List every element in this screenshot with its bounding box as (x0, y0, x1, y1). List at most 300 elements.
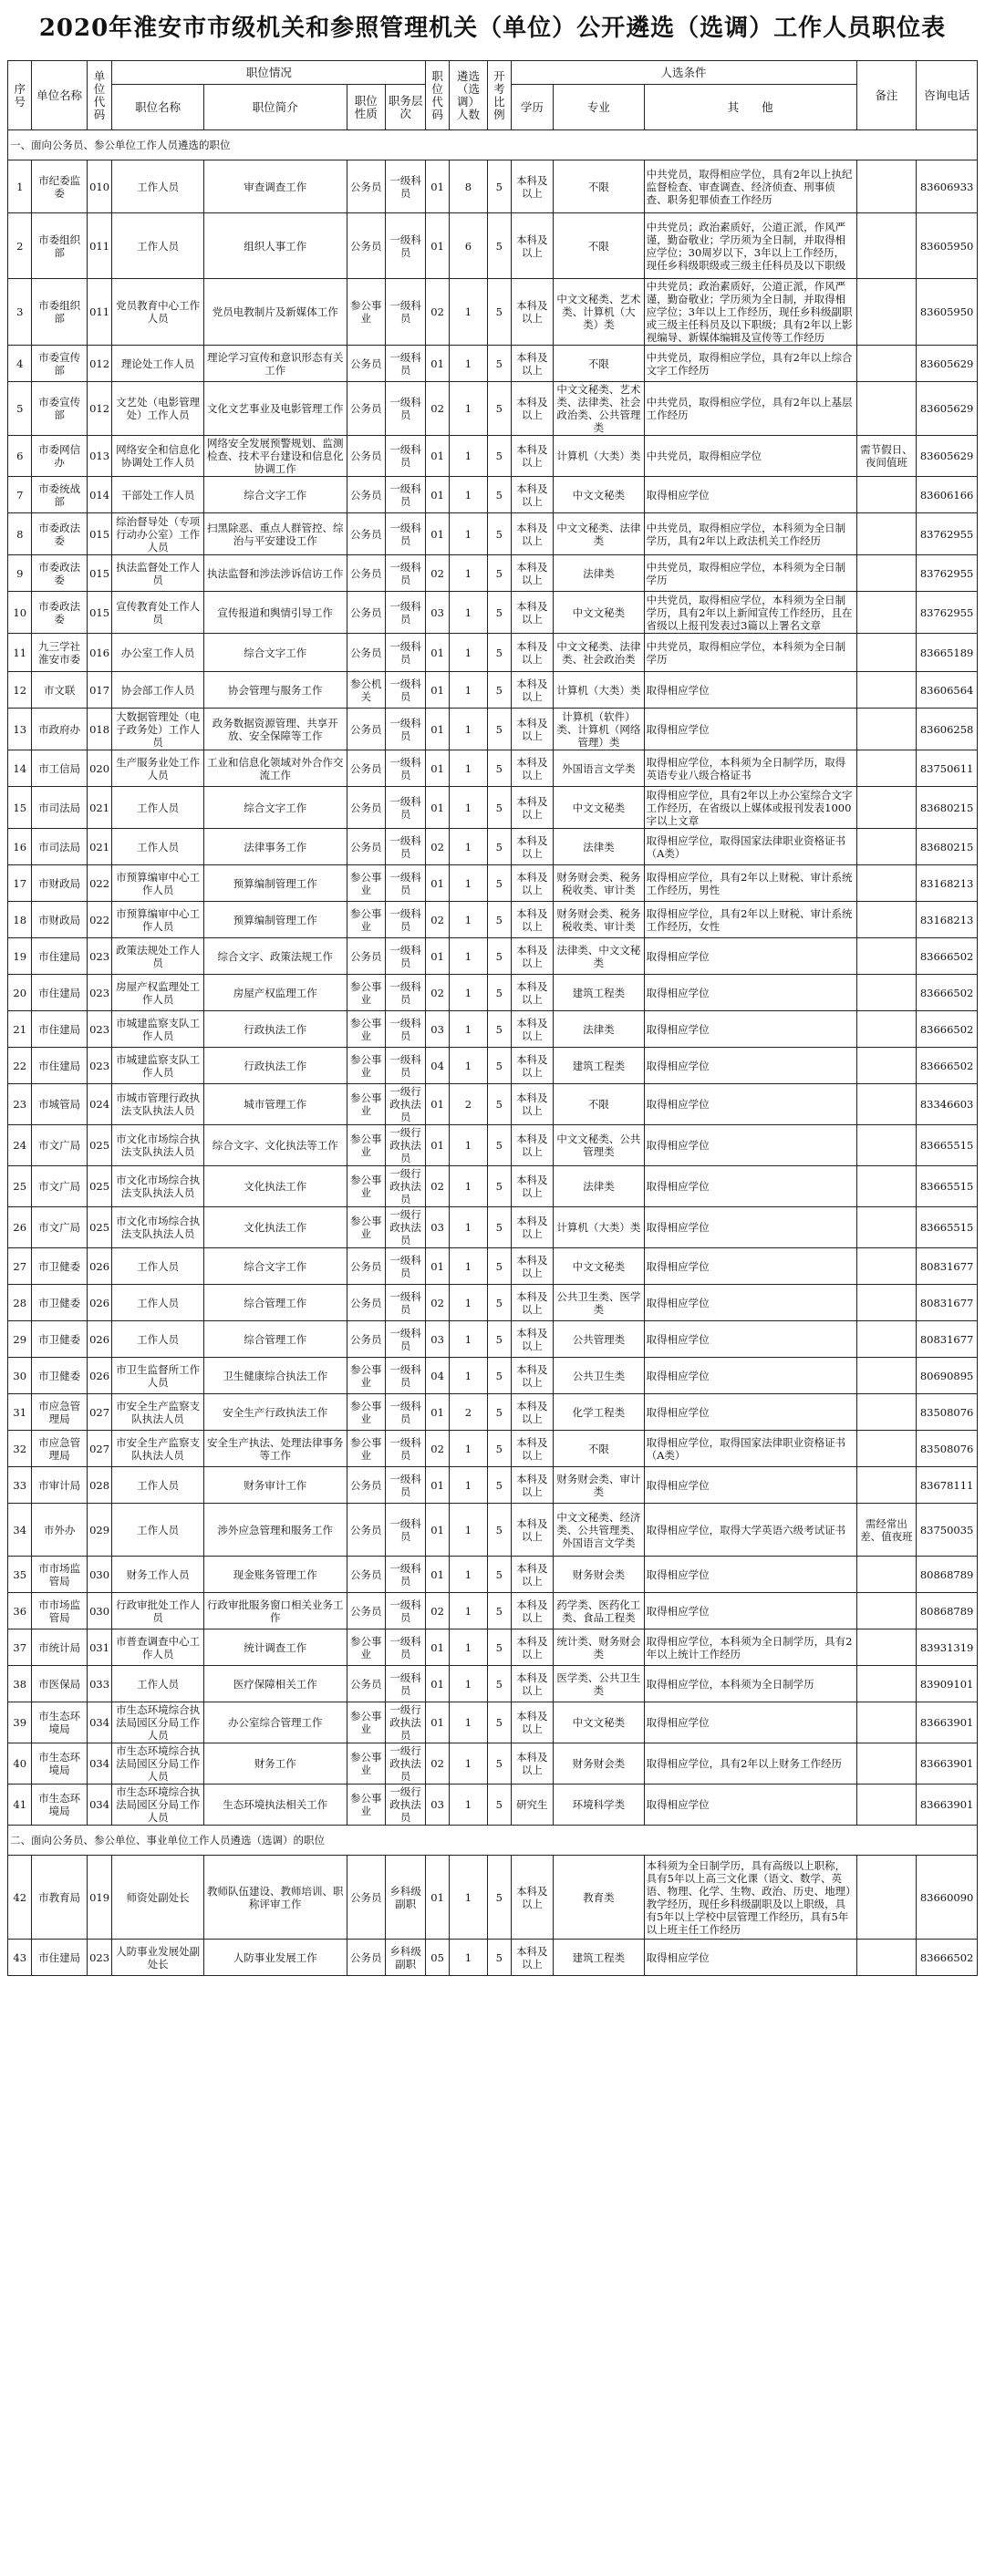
cell-major: 公共管理类 (554, 1321, 645, 1358)
cell-position-desc: 统计调查工作 (203, 1629, 347, 1666)
cell-position-desc: 组织人事工作 (203, 213, 347, 279)
cell-seq: 43 (8, 1940, 32, 1976)
cell-unit-code: 024 (87, 1084, 112, 1125)
cell-position-name: 市预算编审中心工作人员 (112, 902, 204, 938)
cell-position-level: 一级行政执法员 (385, 1785, 425, 1826)
cell-position-nature: 公务员 (347, 938, 385, 975)
cell-note (856, 1394, 917, 1431)
cell-position-desc: 综合文字、政策法规工作 (203, 938, 347, 975)
cell-count: 1 (449, 1011, 487, 1048)
cell-count: 1 (449, 1702, 487, 1743)
cell-position-level: 一级科员 (385, 975, 425, 1011)
cell-exam-ratio: 5 (488, 513, 511, 555)
cell-phone: 83605629 (917, 346, 978, 382)
cell-education: 研究生 (511, 1785, 554, 1826)
cell-position-level: 一级行政执法员 (385, 1125, 425, 1166)
cell-other: 取得相应学位 (644, 1084, 856, 1125)
cell-unit-code: 034 (87, 1785, 112, 1826)
cell-exam-ratio: 5 (488, 213, 511, 279)
cell-position-nature: 参公事业 (347, 1629, 385, 1666)
table-row (8, 1125, 978, 1166)
cell-exam-ratio: 5 (488, 160, 511, 213)
cell-position-code: 01 (426, 1394, 449, 1431)
cell-unit: 市司法局 (32, 829, 87, 865)
cell-count: 1 (449, 709, 487, 750)
cell-position-code: 01 (426, 865, 449, 902)
cell-position-code: 01 (426, 213, 449, 279)
cell-unit-code: 021 (87, 787, 112, 829)
cell-major: 计算机（大类）类 (554, 436, 645, 477)
cell-note (856, 975, 917, 1011)
cell-position-level: 一级科员 (385, 382, 425, 436)
cell-major: 中文文秘类、法律类、社会政治类 (554, 634, 645, 672)
cell-unit: 市住建局 (32, 1011, 87, 1048)
cell-position-nature: 参公事业 (347, 902, 385, 938)
cell-count: 1 (449, 1785, 487, 1826)
cell-other: 取得相应学位 (644, 1321, 856, 1358)
cell-unit-code: 034 (87, 1702, 112, 1743)
cell-education: 本科及以上 (511, 829, 554, 865)
cell-position-code: 01 (426, 436, 449, 477)
cell-position-name: 政策法规处工作人员 (112, 938, 204, 975)
cell-phone: 83606933 (917, 160, 978, 213)
cell-unit-code: 025 (87, 1207, 112, 1248)
cell-phone: 83663901 (917, 1785, 978, 1826)
cell-unit-code: 022 (87, 865, 112, 902)
cell-position-desc: 文化执法工作 (203, 1207, 347, 1248)
cell-seq: 39 (8, 1702, 32, 1743)
cell-position-desc: 审查调查工作 (203, 160, 347, 213)
cell-position-code: 01 (426, 672, 449, 709)
cell-phone: 83762955 (917, 513, 978, 555)
cell-position-nature: 公务员 (347, 513, 385, 555)
cell-unit: 市文广局 (32, 1207, 87, 1248)
cell-position-name: 市预算编审中心工作人员 (112, 865, 204, 902)
cell-position-name: 网络安全和信息化协调处工作人员 (112, 436, 204, 477)
cell-position-code: 01 (426, 160, 449, 213)
cell-position-level: 一级科员 (385, 1504, 425, 1557)
cell-seq: 8 (8, 513, 32, 555)
cell-major: 中文文秘类、经济类、公共管理类、外国语言文学类 (554, 1504, 645, 1557)
cell-major: 不限 (554, 213, 645, 279)
cell-unit: 市住建局 (32, 975, 87, 1011)
cell-phone: 83606564 (917, 672, 978, 709)
cell-phone: 83605950 (917, 213, 978, 279)
cell-position-code: 01 (426, 1467, 449, 1504)
cell-position-nature: 公务员 (347, 829, 385, 865)
cell-phone: 83663901 (917, 1743, 978, 1785)
cell-position-desc: 财务审计工作 (203, 1467, 347, 1504)
cell-major: 法律类 (554, 1011, 645, 1048)
cell-position-nature: 公务员 (347, 213, 385, 279)
cell-position-desc: 综合文字工作 (203, 1248, 347, 1285)
cell-position-nature: 公务员 (347, 436, 385, 477)
cell-note (856, 1785, 917, 1826)
cell-note (856, 279, 917, 346)
cell-count: 1 (449, 1248, 487, 1285)
cell-position-name: 师资处副处长 (112, 1856, 204, 1940)
cell-education: 本科及以上 (511, 865, 554, 902)
table-row (8, 1557, 978, 1593)
cell-major: 统计类、财务财会类 (554, 1629, 645, 1666)
cell-count: 1 (449, 1629, 487, 1666)
cell-unit-code: 014 (87, 477, 112, 513)
cell-unit: 市纪委监委 (32, 160, 87, 213)
cell-position-level: 一级科员 (385, 1467, 425, 1504)
cell-exam-ratio: 5 (488, 1702, 511, 1743)
cell-education: 本科及以上 (511, 975, 554, 1011)
cell-unit-code: 013 (87, 436, 112, 477)
cell-exam-ratio: 5 (488, 1248, 511, 1285)
cell-note (856, 902, 917, 938)
cell-education: 本科及以上 (511, 1940, 554, 1976)
cell-position-code: 01 (426, 346, 449, 382)
cell-education: 本科及以上 (511, 1125, 554, 1166)
cell-unit-code: 029 (87, 1504, 112, 1557)
cell-position-code: 01 (426, 750, 449, 787)
cell-phone: 83168213 (917, 865, 978, 902)
cell-position-nature: 公务员 (347, 555, 385, 592)
cell-count: 1 (449, 975, 487, 1011)
cell-note (856, 1248, 917, 1285)
cell-unit: 市生态环境局 (32, 1743, 87, 1785)
table-row (8, 1207, 978, 1248)
cell-position-code: 05 (426, 1940, 449, 1976)
cell-count: 1 (449, 1048, 487, 1084)
cell-position-code: 02 (426, 1743, 449, 1785)
table-row (8, 1048, 978, 1084)
cell-note (856, 1743, 917, 1785)
table-row (8, 346, 978, 382)
cell-major: 法律类 (554, 555, 645, 592)
cell-major: 财务财会类、税务税收类、审计类 (554, 865, 645, 902)
cell-unit: 市委宣传部 (32, 382, 87, 436)
cell-education: 本科及以上 (511, 902, 554, 938)
table-row (8, 213, 978, 279)
cell-position-name: 工作人员 (112, 213, 204, 279)
cell-position-nature: 公务员 (347, 709, 385, 750)
cell-phone: 83666502 (917, 975, 978, 1011)
cell-position-name: 市城市管理行政执法支队执法人员 (112, 1084, 204, 1125)
cell-position-code: 02 (426, 1431, 449, 1467)
cell-position-nature: 公务员 (347, 1557, 385, 1593)
cell-position-code: 03 (426, 1321, 449, 1358)
cell-position-code: 01 (426, 1702, 449, 1743)
header-position-nature: 职位性质 (347, 85, 385, 130)
cell-note (856, 1166, 917, 1207)
cell-seq: 27 (8, 1248, 32, 1285)
cell-phone: 83605629 (917, 382, 978, 436)
cell-position-level: 一级行政执法员 (385, 1207, 425, 1248)
table-row (8, 1743, 978, 1785)
cell-education: 本科及以上 (511, 279, 554, 346)
cell-count: 1 (449, 1321, 487, 1358)
cell-note (856, 160, 917, 213)
cell-unit: 市政府办 (32, 709, 87, 750)
cell-phone: 83678111 (917, 1467, 978, 1504)
cell-position-name: 协会部工作人员 (112, 672, 204, 709)
cell-major: 不限 (554, 1084, 645, 1125)
cell-major: 财务财会类 (554, 1743, 645, 1785)
cell-count: 1 (449, 1431, 487, 1467)
cell-position-nature: 参公事业 (347, 1166, 385, 1207)
cell-seq: 33 (8, 1467, 32, 1504)
cell-exam-ratio: 5 (488, 975, 511, 1011)
cell-phone: 83666502 (917, 938, 978, 975)
cell-position-nature: 公务员 (347, 346, 385, 382)
cell-exam-ratio: 5 (488, 1785, 511, 1826)
cell-other: 取得相应学位，取得国家法律职业资格证书（A类） (644, 1431, 856, 1467)
cell-position-desc: 综合文字、文化执法等工作 (203, 1125, 347, 1166)
cell-education: 本科及以上 (511, 672, 554, 709)
cell-other: 取得相应学位 (644, 1358, 856, 1394)
cell-position-desc: 财务工作 (203, 1743, 347, 1785)
cell-note (856, 513, 917, 555)
cell-unit: 市市场监管局 (32, 1593, 87, 1629)
cell-position-name: 工作人员 (112, 1321, 204, 1358)
cell-major: 法律类、中文文秘类 (554, 938, 645, 975)
cell-position-level: 一级科员 (385, 672, 425, 709)
cell-position-code: 01 (426, 787, 449, 829)
cell-exam-ratio: 5 (488, 938, 511, 975)
cell-unit-code: 023 (87, 1940, 112, 1976)
cell-education: 本科及以上 (511, 1207, 554, 1248)
cell-unit-code: 016 (87, 634, 112, 672)
cell-position-code: 01 (426, 634, 449, 672)
cell-count: 2 (449, 1084, 487, 1125)
cell-position-level: 一级科员 (385, 829, 425, 865)
cell-education: 本科及以上 (511, 1166, 554, 1207)
cell-seq: 42 (8, 1856, 32, 1940)
cell-seq: 20 (8, 975, 32, 1011)
cell-unit: 市市场监管局 (32, 1557, 87, 1593)
cell-position-level: 一级科员 (385, 592, 425, 634)
cell-major: 公共卫生类 (554, 1358, 645, 1394)
cell-seq: 2 (8, 213, 32, 279)
cell-phone: 83762955 (917, 592, 978, 634)
cell-position-level: 一级科员 (385, 1358, 425, 1394)
cell-unit-code: 023 (87, 1011, 112, 1048)
cell-unit-code: 031 (87, 1629, 112, 1666)
cell-position-name: 工作人员 (112, 1504, 204, 1557)
cell-position-name: 工作人员 (112, 160, 204, 213)
cell-other: 中共党员，取得相应学位，具有2年以上执纪监督检查、审查调查、经济侦查、刑事侦查、职务犯罪侦查工作经历 (644, 160, 856, 213)
cell-position-desc: 综合文字工作 (203, 477, 347, 513)
cell-unit-code: 026 (87, 1321, 112, 1358)
cell-position-nature: 参公事业 (347, 279, 385, 346)
cell-other: 取得相应学位 (644, 477, 856, 513)
cell-position-name: 人防事业发展处副处长 (112, 1940, 204, 1976)
cell-seq: 10 (8, 592, 32, 634)
table-row (8, 829, 978, 865)
cell-exam-ratio: 5 (488, 436, 511, 477)
cell-count: 1 (449, 513, 487, 555)
cell-unit-code: 023 (87, 975, 112, 1011)
cell-position-desc: 法律事务工作 (203, 829, 347, 865)
cell-position-nature: 公务员 (347, 1666, 385, 1702)
cell-other: 取得相应学位 (644, 1557, 856, 1593)
cell-unit-code: 012 (87, 346, 112, 382)
cell-exam-ratio: 5 (488, 1166, 511, 1207)
cell-note (856, 1593, 917, 1629)
cell-exam-ratio: 5 (488, 592, 511, 634)
cell-position-level: 一级科员 (385, 1285, 425, 1321)
cell-note (856, 1940, 917, 1976)
cell-note (856, 1358, 917, 1394)
cell-major: 中文文秘类 (554, 787, 645, 829)
cell-phone: 83665515 (917, 1207, 978, 1248)
cell-seq: 29 (8, 1321, 32, 1358)
cell-unit-code: 026 (87, 1285, 112, 1321)
cell-position-name: 工作人员 (112, 1248, 204, 1285)
cell-position-code: 02 (426, 1166, 449, 1207)
cell-note (856, 1011, 917, 1048)
table-row (8, 1702, 978, 1743)
table-row (8, 865, 978, 902)
cell-position-level: 一级科员 (385, 279, 425, 346)
cell-note (856, 555, 917, 592)
cell-position-nature: 参公事业 (347, 1207, 385, 1248)
cell-education: 本科及以上 (511, 1557, 554, 1593)
cell-education: 本科及以上 (511, 1504, 554, 1557)
cell-position-name: 市文化市场综合执法支队执法人员 (112, 1125, 204, 1166)
header-education: 学历 (511, 85, 554, 130)
header-seq: 序号 (8, 61, 32, 130)
cell-major: 不限 (554, 346, 645, 382)
cell-phone: 83606166 (917, 477, 978, 513)
cell-seq: 41 (8, 1785, 32, 1826)
table-row (8, 1431, 978, 1467)
cell-count: 1 (449, 829, 487, 865)
cell-position-nature: 公务员 (347, 1593, 385, 1629)
cell-position-nature: 公务员 (347, 160, 385, 213)
cell-position-nature: 参公事业 (347, 865, 385, 902)
cell-count: 1 (449, 672, 487, 709)
cell-unit-code: 018 (87, 709, 112, 750)
cell-count: 1 (449, 938, 487, 975)
cell-position-name: 工作人员 (112, 1285, 204, 1321)
cell-education: 本科及以上 (511, 1743, 554, 1785)
cell-unit-code: 023 (87, 1048, 112, 1084)
cell-education: 本科及以上 (511, 787, 554, 829)
cell-unit: 市财政局 (32, 902, 87, 938)
cell-major: 中文文秘类 (554, 1248, 645, 1285)
cell-exam-ratio: 5 (488, 1431, 511, 1467)
cell-position-desc: 教师队伍建设、教师培训、职称评审工作 (203, 1856, 347, 1940)
cell-position-desc: 综合管理工作 (203, 1321, 347, 1358)
cell-position-name: 大数据管理处（电子政务处）工作人员 (112, 709, 204, 750)
cell-other: 取得相应学位，取得国家法律职业资格证书（A类） (644, 829, 856, 865)
cell-position-nature: 参公事业 (347, 1084, 385, 1125)
cell-position-nature: 公务员 (347, 1321, 385, 1358)
cell-position-desc: 综合管理工作 (203, 1285, 347, 1321)
cell-unit: 市工信局 (32, 750, 87, 787)
cell-note (856, 1702, 917, 1743)
cell-phone: 80868789 (917, 1593, 978, 1629)
table-row (8, 555, 978, 592)
cell-position-level: 一级科员 (385, 1431, 425, 1467)
cell-exam-ratio: 5 (488, 279, 511, 346)
cell-count: 1 (449, 1856, 487, 1940)
cell-phone: 80868789 (917, 1557, 978, 1593)
cell-position-level: 一级行政执法员 (385, 1743, 425, 1785)
header-phone: 咨询电话 (917, 61, 978, 130)
cell-count: 1 (449, 555, 487, 592)
cell-unit: 市委网信办 (32, 436, 87, 477)
cell-unit: 市住建局 (32, 1048, 87, 1084)
cell-education: 本科及以上 (511, 160, 554, 213)
cell-unit: 市卫健委 (32, 1358, 87, 1394)
cell-exam-ratio: 5 (488, 1629, 511, 1666)
cell-count: 1 (449, 1207, 487, 1248)
cell-seq: 6 (8, 436, 32, 477)
positions-table (7, 60, 978, 1976)
cell-position-nature: 公务员 (347, 477, 385, 513)
header-note: 备注 (856, 61, 917, 130)
cell-other: 取得相应学位 (644, 1467, 856, 1504)
cell-other: 中共党员，取得相应学位，本科须为全日制学历，具有2年以上政法机关工作经历 (644, 513, 856, 555)
cell-other: 取得相应学位 (644, 975, 856, 1011)
cell-seq: 31 (8, 1394, 32, 1431)
cell-note (856, 1207, 917, 1248)
cell-seq: 7 (8, 477, 32, 513)
cell-position-desc: 涉外应急管理和服务工作 (203, 1504, 347, 1557)
cell-position-nature: 参公机关 (347, 672, 385, 709)
cell-unit-code: 030 (87, 1593, 112, 1629)
cell-unit-code: 034 (87, 1743, 112, 1785)
cell-position-name: 党员教育中心工作人员 (112, 279, 204, 346)
cell-position-desc: 安全生产执法、处理法律事务等工作 (203, 1431, 347, 1467)
cell-unit: 市生态环境局 (32, 1785, 87, 1826)
cell-position-code: 03 (426, 1785, 449, 1826)
cell-count: 1 (449, 1666, 487, 1702)
cell-major: 计算机（大类）类 (554, 672, 645, 709)
cell-other: 中共党员，取得相应学位，本科须为全日制学历 (644, 634, 856, 672)
cell-count: 1 (449, 1940, 487, 1976)
cell-phone: 83762955 (917, 555, 978, 592)
cell-major: 外国语言文学类 (554, 750, 645, 787)
cell-position-nature: 参公事业 (347, 1743, 385, 1785)
cell-seq: 4 (8, 346, 32, 382)
cell-phone: 83680215 (917, 829, 978, 865)
cell-education: 本科及以上 (511, 1048, 554, 1084)
cell-position-code: 01 (426, 1557, 449, 1593)
cell-unit-code: 017 (87, 672, 112, 709)
cell-unit: 市财政局 (32, 865, 87, 902)
cell-unit-code: 011 (87, 213, 112, 279)
cell-note (856, 382, 917, 436)
cell-unit-code: 019 (87, 1856, 112, 1940)
cell-position-level: 一级科员 (385, 634, 425, 672)
cell-count: 1 (449, 1557, 487, 1593)
cell-other: 中共党员；政治素质好，公道正派，作风严谨，勤奋敬业；学历须为全日制，并取得相应学位；3年以上工作经历，现任乡科级副职或三级主任科员及以下职级；具有2年以上影视编导、新媒体编辑及宣传等工作经历 (644, 279, 856, 346)
cell-position-code: 01 (426, 709, 449, 750)
cell-exam-ratio: 5 (488, 1504, 511, 1557)
cell-education: 本科及以上 (511, 555, 554, 592)
table-row (8, 1785, 978, 1826)
cell-position-name: 市生态环境综合执法局园区分局工作人员 (112, 1785, 204, 1826)
header-unit: 单位名称 (32, 61, 87, 130)
cell-education: 本科及以上 (511, 1358, 554, 1394)
cell-major: 中文文秘类、艺术类、法律类、社会政治类、公共管理类 (554, 382, 645, 436)
cell-phone: 80831677 (917, 1248, 978, 1285)
cell-note (856, 787, 917, 829)
cell-education: 本科及以上 (511, 1285, 554, 1321)
cell-seq: 9 (8, 555, 32, 592)
cell-position-level: 一级科员 (385, 213, 425, 279)
cell-count: 2 (449, 1394, 487, 1431)
cell-note (856, 709, 917, 750)
